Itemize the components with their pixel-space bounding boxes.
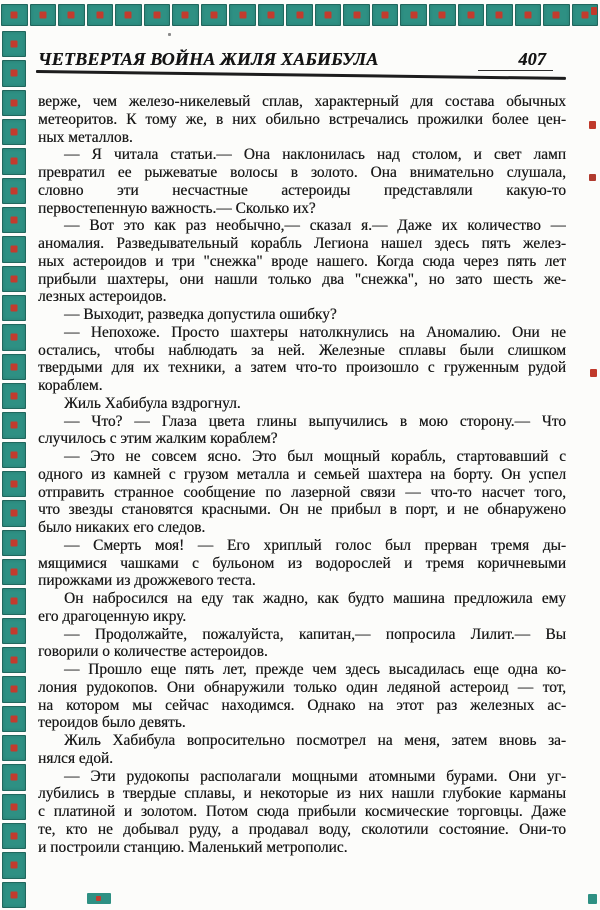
ornament-tile-dot <box>11 657 18 664</box>
ornament-tile <box>2 383 26 409</box>
ornament-tile <box>58 4 85 26</box>
ornament-tile <box>2 178 26 204</box>
ornament-tile-dot <box>11 12 18 19</box>
ornament-tile <box>172 4 199 26</box>
ornament-tile-dot <box>11 510 18 517</box>
text-line: отправить странное сообщение по лазерной связи — что-то насчет того, <box>38 483 566 501</box>
text-line: Жиль Хабибула вопросительно посмотрел на меня, затем вновь за- <box>64 732 566 749</box>
ornament-tile <box>87 4 114 26</box>
ornament-tile <box>515 4 542 26</box>
ornament-tile <box>2 442 26 468</box>
text-line: одного из камней с грузом металла и семьей шахтера на борту. Он успел <box>38 465 566 483</box>
ornament-tile-dot <box>11 41 18 48</box>
ornament-tile <box>2 324 26 350</box>
edge-mark <box>588 894 597 904</box>
ornament-tile-dot <box>268 12 275 19</box>
running-title: ЧЕТВЕРТАЯ ВОЙНА ЖИЛЯ ХАБИБУЛА <box>38 49 379 69</box>
ornament-tile <box>2 266 26 292</box>
edge-mark <box>589 174 596 181</box>
ornament-tile <box>286 4 313 26</box>
text-line: и построили станцию. Маленький метрополис. <box>38 838 348 856</box>
ornament-tile <box>400 4 427 26</box>
ornament-tile-dot <box>353 12 360 19</box>
ornament-tile <box>115 4 142 26</box>
text-line: — Что? — Глаза цвета глины выпучились в мою сторону.— Что <box>64 412 566 430</box>
ornament-tile <box>2 471 26 497</box>
ornament-tile-dot <box>11 481 18 488</box>
ornament-tile <box>2 500 26 526</box>
ornament-tile-dot <box>11 451 18 458</box>
ornament-tile-dot <box>553 12 560 19</box>
ornament-tile-dot <box>11 393 18 400</box>
text-line: твердыми для их техники, а затем что-то произошло с груженным рудой <box>38 359 566 377</box>
edge-mark <box>168 33 171 36</box>
page-number: 407 <box>518 49 546 69</box>
ornament-tile-dot <box>496 12 503 19</box>
text-line: — Прошло еще пять лет, прежде чем здесь высадилась еще одна ко- <box>64 661 566 678</box>
ornament-tile <box>2 882 26 908</box>
text-line: словно эти несчастные астероиды представляли какую-то <box>38 181 566 199</box>
ornament-tile <box>2 207 26 233</box>
ornament-tile-dot <box>11 129 18 136</box>
ornament-tile <box>2 823 26 849</box>
ornament-tile-dot <box>11 745 18 752</box>
ornament-tile <box>2 31 26 57</box>
ornament-tile-dot <box>11 363 18 370</box>
ornament-tile <box>2 706 26 732</box>
text-line: — Вот это как раз необычно,— сказал я.— Даже их количество — <box>64 217 566 235</box>
ornament-tile-dot <box>11 569 18 576</box>
text-line: кораблем. <box>38 377 103 394</box>
ornament-tile <box>486 4 513 26</box>
ornament-tile-dot <box>68 12 75 19</box>
ornament-tile-dot <box>11 539 18 546</box>
text-line: Он набросился на еду так жадно, как будто машина предложила ему <box>64 590 566 607</box>
text-line: — Это не совсем ясно. Это был мощный корабль, стартовавший с <box>64 448 566 465</box>
ornament-tile <box>201 4 228 26</box>
text-line: лония рудокопов. Они обнаружили только один ледяной астероид — тот, <box>38 678 566 696</box>
text-line: прибыли шахтеры, они нашли только два "снежка", но зато шесть же- <box>38 270 566 288</box>
ornament-tile-dot <box>382 12 389 19</box>
ornament-tile-dot <box>11 833 18 840</box>
ornament-top-border <box>1 4 598 26</box>
ornament-tile <box>2 764 26 790</box>
ornament-tile <box>2 530 26 556</box>
ornament-tile <box>315 4 342 26</box>
text-line: мящимися чашками с бульоном из водорослей и тремя коричневыми <box>38 554 566 572</box>
ornament-tile <box>458 4 485 26</box>
edge-mark <box>591 7 597 15</box>
ornament-tile-dot <box>325 12 332 19</box>
text-line: пирожками из дрожжевого теста. <box>38 572 256 590</box>
ornament-left-border <box>2 31 26 908</box>
ornament-tile <box>2 588 26 614</box>
text-line: — Выходит, разведка допустила ошибку? <box>64 306 337 323</box>
ornament-tile <box>2 148 26 174</box>
ornament-tile-dot <box>239 12 246 19</box>
ornament-tile <box>543 4 570 26</box>
ornament-tile-dot <box>39 12 46 19</box>
ornament-tile-dot <box>182 12 189 19</box>
ornament-tile-dot <box>11 187 18 194</box>
text-line: на котором мы сейчас находимся. Однако на этот раз железных ас- <box>38 696 566 714</box>
ornament-tile <box>2 236 26 262</box>
ornament-tile <box>2 618 26 644</box>
text-line: — Смерть моя! — Его хриплый голос был прерван тремя ды- <box>64 536 566 554</box>
ornament-tile <box>258 4 285 26</box>
text-line: случилось с этим жалким кораблем? <box>38 430 278 448</box>
ornament-tile <box>144 4 171 26</box>
ornament-tile-dot <box>11 598 18 605</box>
ornament-tile <box>2 559 26 585</box>
ornament-tile-dot <box>125 12 132 19</box>
text-line: — Непохоже. Просто шахтеры натолкнулись на Аномалию. Они не <box>64 323 566 341</box>
ornament-tile-dot <box>11 862 18 869</box>
ornament-tile-dot <box>410 12 417 19</box>
text-line: его драгоценную икру. <box>38 607 187 625</box>
ornament-tile-dot <box>439 12 446 19</box>
header-rule <box>36 70 566 80</box>
ornament-tile-dot <box>11 334 18 341</box>
edge-mark <box>589 121 596 129</box>
text-line: — Я читала статьи.— Она наклонилась над столом, и свет ламп <box>64 146 566 164</box>
text-line: тероидов было девять. <box>38 714 186 732</box>
text-line: те, кто не добывал руду, а продавал воду, сколотили состояние. Они-то <box>38 820 566 838</box>
ornament-tile <box>2 90 26 116</box>
text-line: лезных астероидов. <box>38 288 167 306</box>
ornament-tile <box>343 4 370 26</box>
text-line: было никаких его следов. <box>38 519 206 536</box>
ornament-tile-dot <box>467 12 474 19</box>
ornament-tile <box>2 60 26 86</box>
page-header <box>38 49 566 69</box>
ornament-tile-dot <box>11 803 18 810</box>
ornament-tile-dot <box>11 217 18 224</box>
ornament-tile-dot <box>210 12 217 19</box>
body-text <box>38 93 566 856</box>
ornament-tile-dot <box>11 891 18 898</box>
text-line: верже, чем железо-никелевый сплав, характерный для состава обычных <box>38 93 566 110</box>
text-line: метеоритов. К тому же, в них обильно встречались прожилки более цен- <box>38 110 566 128</box>
ornament-tile <box>2 354 26 380</box>
text-line: — Продолжайте, пожалуйста, капитан,— попросила Лилит.— Вы <box>64 625 566 643</box>
ornament-tile-dot <box>11 70 18 77</box>
text-line: аномалия. Разведывательный корабль Легиона нашел здесь пять желез- <box>38 235 566 252</box>
text-line: ных астероидов и три "снежка" вроде нашего. Когда сюда через пять лет <box>38 252 566 270</box>
ornament-tile <box>30 4 57 26</box>
ornament-tile <box>2 295 26 321</box>
ornament-tile-dot <box>11 305 18 312</box>
ornament-tile <box>2 735 26 761</box>
ornament-tile-dot <box>524 12 531 19</box>
ornament-tile-dot <box>11 422 18 429</box>
ornament-tile-dot <box>96 12 103 19</box>
ornament-tile <box>2 794 26 820</box>
text-line: остались, чтобы наблюдать за ней. Железные сплавы были слишком <box>38 341 566 359</box>
ornament-tile-dot <box>296 12 303 19</box>
ornament-tile-dot <box>11 275 18 282</box>
ornament-tile <box>2 119 26 145</box>
ornament-tile <box>2 412 26 438</box>
edge-mark <box>96 896 101 901</box>
ornament-tile-dot <box>11 774 18 781</box>
ornament-tile <box>229 4 256 26</box>
ornament-tile-dot <box>11 627 18 634</box>
ornament-tile <box>2 647 26 673</box>
ornament-tile-dot <box>581 12 588 19</box>
text-line: с платиной и золотом. Потом сюда прибыли космические торговцы. Даже <box>38 803 566 820</box>
ornament-tile <box>2 852 26 878</box>
page-number-underline <box>478 70 553 72</box>
text-line: превратил ее рыжеватые волосы в золото. Она внимательно слушала, <box>38 164 566 181</box>
text-line: Жиль Хабибула вздрогнул. <box>64 394 241 412</box>
ornament-tile <box>429 4 456 26</box>
ornament-tile-dot <box>153 12 160 19</box>
text-line: что звезды становятся красными. Он не прибыл в порт, и не обнаружено <box>38 501 566 519</box>
ornament-tile <box>1 4 28 26</box>
ornament-tile <box>372 4 399 26</box>
ornament-tile-dot <box>11 715 18 722</box>
text-line: ных металлов. <box>38 128 133 146</box>
text-line: нялся едой. <box>38 749 113 767</box>
text-line: говорили о количестве астероидов. <box>38 643 268 661</box>
text-line: — Эти рудокопы располагали мощными атомными бурами. Они уг- <box>64 767 566 785</box>
text-line: лубились в твердые сплавы, и некоторые из них нашли глубокие карманы <box>38 785 566 803</box>
ornament-tile-dot <box>11 158 18 165</box>
ornament-tile-dot <box>11 686 18 693</box>
text-line: первостепенную важность.— Сколько их? <box>38 199 316 217</box>
ornament-tile-dot <box>11 99 18 106</box>
ornament-tile-dot <box>11 246 18 253</box>
ornament-tile <box>2 676 26 702</box>
edge-mark <box>590 369 597 377</box>
